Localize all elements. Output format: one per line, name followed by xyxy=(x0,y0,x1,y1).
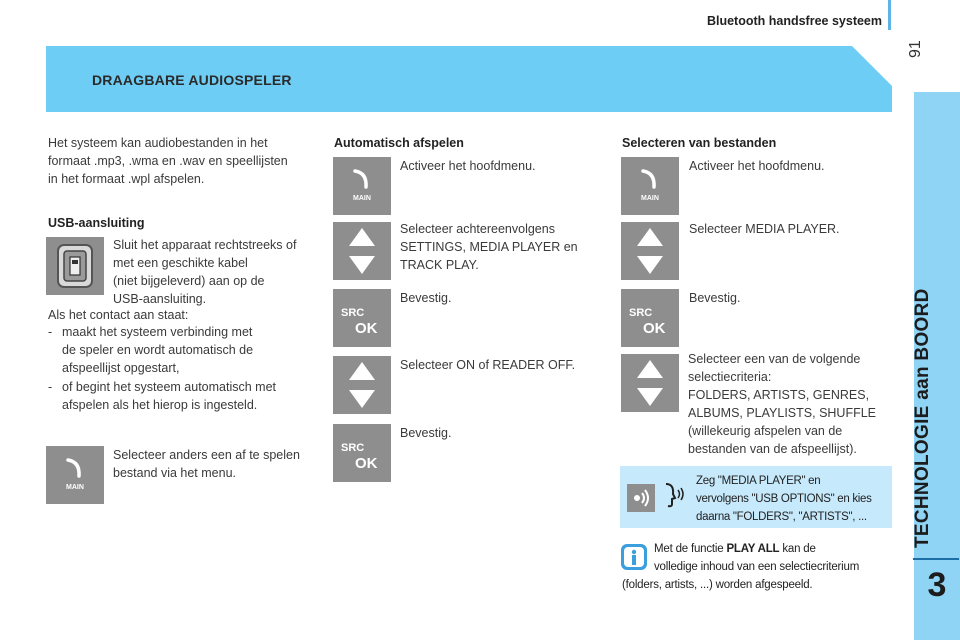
usb-heading: USB-aansluiting xyxy=(48,216,145,230)
svg-text:SRC: SRC xyxy=(341,442,365,454)
up-down-arrows-icon xyxy=(333,222,391,280)
svg-text:MAIN: MAIN xyxy=(353,195,371,202)
chapter-divider xyxy=(913,558,959,560)
section-title: DRAAGBARE AUDIOSPELER xyxy=(92,72,292,88)
auto-step-text: Selecteer achtereenvolgens SETTINGS, MEDIA PLAYER en TRACK PLAY. xyxy=(400,222,578,272)
svg-text:OK: OK xyxy=(355,320,378,337)
voice-control-icon xyxy=(627,484,655,512)
src-ok-button-icon xyxy=(333,424,391,482)
auto-step-text: Activeer het hoofdmenu. xyxy=(400,159,536,173)
select-step-text: Selecteer MEDIA PLAYER. xyxy=(689,222,840,236)
svg-text:SRC: SRC xyxy=(629,307,653,319)
auto-play-heading: Automatisch afspelen xyxy=(334,136,464,150)
usb-instructions: Sluit het apparaat rechtstreeks of met een geschikte kabel (niet bijgeleverd) aan op de USB-aansluiting. xyxy=(113,238,297,306)
contact-intro: Als het contact aan staat: xyxy=(48,308,189,322)
select-step-text: Selecteer een van de volgende selectiecriteria: FOLDERS, ARTISTS, GENRES, ALBUMS, PLAYLISTS, SHUFFLE (willekeurig afspelen van de bestanden van de afspeellijst). xyxy=(688,352,877,456)
chapter-number: 3 xyxy=(927,566,947,604)
intro-text: Het systeem kan audiobestanden in het formaat .mp3, .wma en .wav en speellijsten in het formaat .wpl afspelen. xyxy=(48,136,288,186)
voice-tip-text: Zeg "MEDIA PLAYER" en vervolgens "USB OPTIONS" en kies daarna "FOLDERS", "ARTISTS", ... xyxy=(696,475,872,523)
file-select-heading: Selecteren van bestanden xyxy=(622,136,777,150)
svg-text:MAIN: MAIN xyxy=(66,484,84,491)
select-step-text: Bevestig. xyxy=(689,291,741,305)
bullet-item: - maakt het systeem verbinding met de speler en wordt automatisch de afspeellijst opgestart, xyxy=(48,325,254,375)
up-down-arrows-icon xyxy=(333,356,391,414)
usb-port-icon xyxy=(46,237,104,295)
select-step-text: Activeer het hoofdmenu. xyxy=(689,159,825,173)
svg-text:MAIN: MAIN xyxy=(641,195,659,202)
auto-step-text: Bevestig. xyxy=(400,291,452,305)
src-ok-button-icon xyxy=(621,289,679,347)
main-button-icon xyxy=(333,157,391,215)
chapter-title: TECHNOLOGIE aan BOORD xyxy=(912,288,933,548)
menu-instructions: Selecteer anders een af te spelen bestand via het menu. xyxy=(113,448,300,480)
auto-step-text: Bevestig. xyxy=(400,426,452,440)
speaking-head-icon xyxy=(660,480,686,519)
page-number: 91 xyxy=(907,40,924,58)
header-divider xyxy=(888,0,891,30)
main-button-icon xyxy=(46,446,104,504)
svg-text:OK: OK xyxy=(355,455,378,472)
up-down-arrows-icon xyxy=(621,354,679,412)
svg-text:SRC: SRC xyxy=(341,307,365,319)
auto-step-text: Selecteer ON of READER OFF. xyxy=(400,358,576,372)
up-down-arrows-icon xyxy=(621,222,679,280)
src-ok-button-icon xyxy=(333,289,391,347)
main-button-icon xyxy=(621,157,679,215)
info-note: Met de functie PLAY ALL kan de volledige inhoud van een selectiecriterium (folders, artists, ...) worden afgespeeld. xyxy=(622,543,860,591)
page-header-title: Bluetooth handsfree systeem xyxy=(706,14,882,28)
svg-text:OK: OK xyxy=(643,320,666,337)
bullet-item: - of begint het systeem automatisch met afspelen als het hierop is ingesteld. xyxy=(48,380,276,412)
